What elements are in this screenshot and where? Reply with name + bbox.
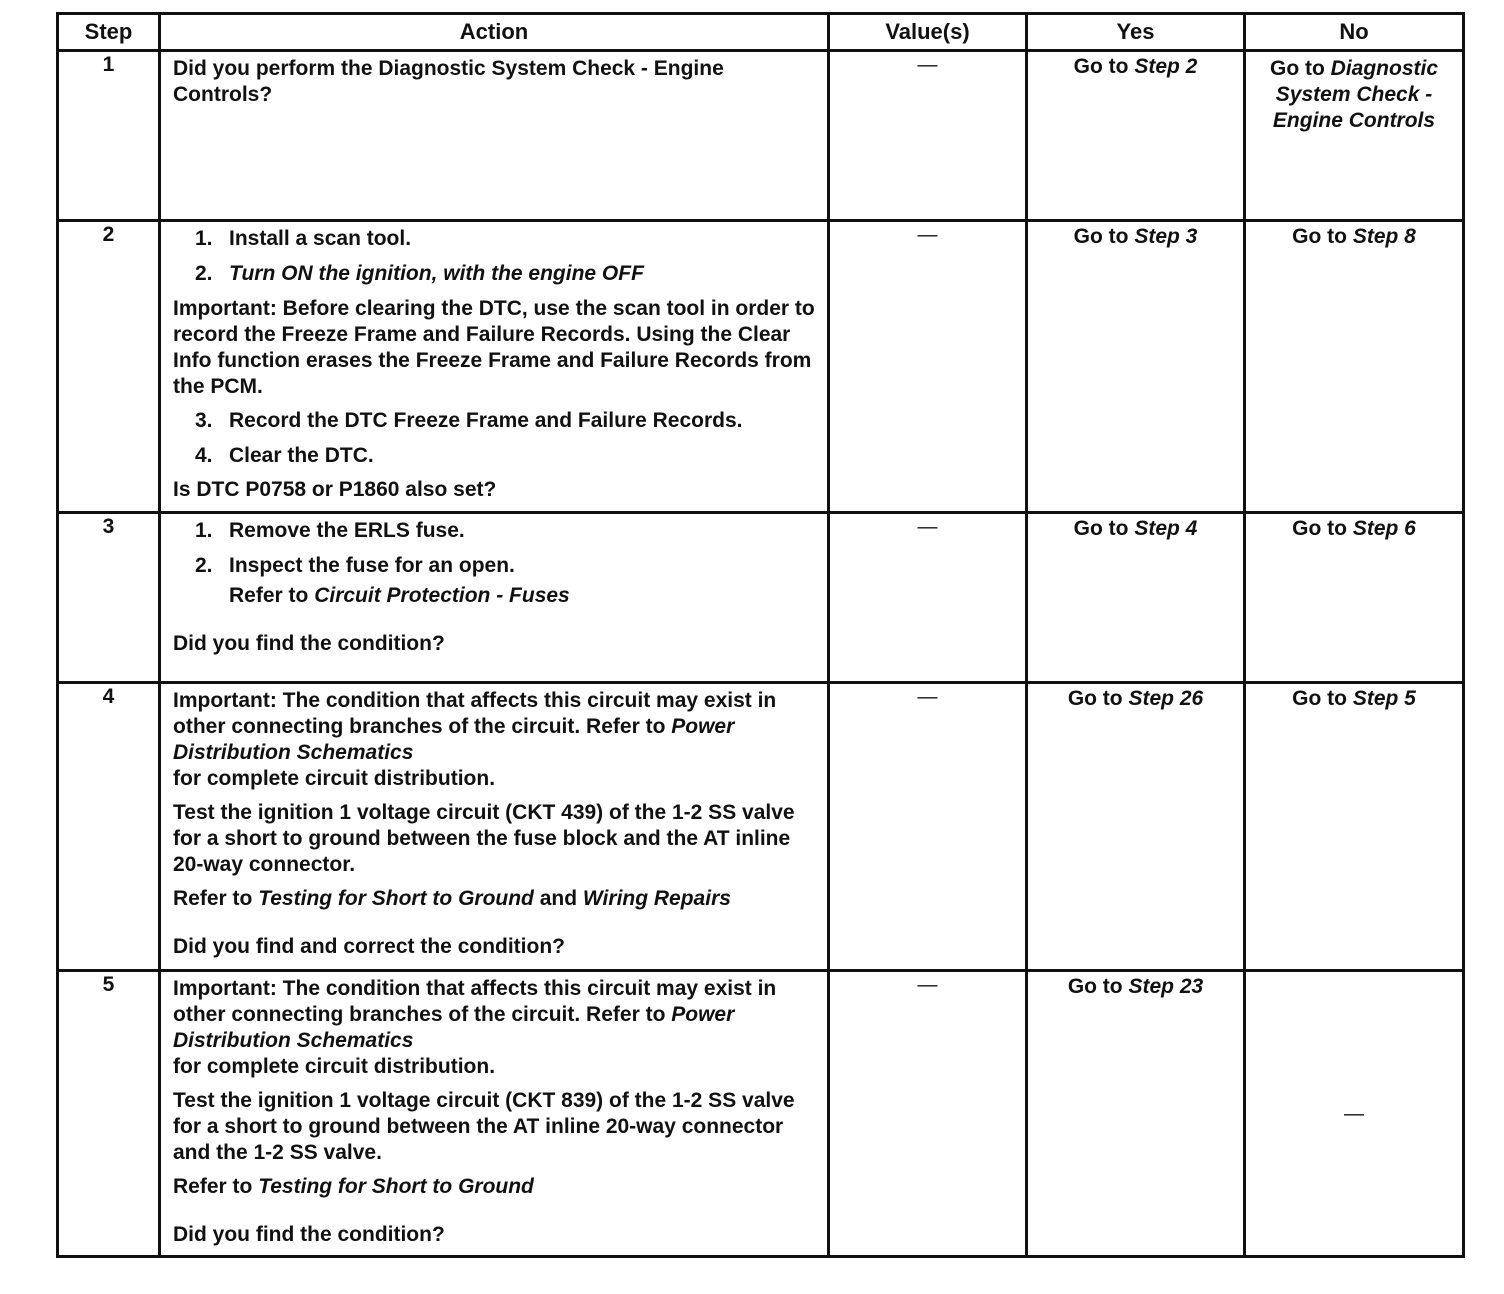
yes-prefix: Go to <box>1073 517 1129 540</box>
action-cell <box>160 221 829 513</box>
yes-cell <box>1027 51 1245 221</box>
important-note: Important: Before clearing the DTC, use the scan tool in order to record the Freeze Frame and Failure Records. Using the Clear Info function erases the Freeze Frame and Failure Records from the PCM. <box>173 297 815 398</box>
yes-link[interactable]: Step 23 <box>1128 975 1204 998</box>
value-cell <box>829 513 1027 683</box>
table-row <box>58 971 1464 1257</box>
action-cell <box>160 513 829 683</box>
no-cell <box>1245 683 1464 971</box>
table-header <box>58 14 1464 51</box>
list-item: 3. Record the DTC Freeze Frame and Failure Records. <box>195 409 743 432</box>
no-cell <box>1245 513 1464 683</box>
diagnostic-table <box>56 12 1465 1258</box>
no-link[interactable]: Step 8 <box>1352 225 1416 248</box>
list-item: 4. Clear the DTC. <box>195 444 374 467</box>
header-row <box>58 14 1464 51</box>
no-link-part1[interactable]: Diagnostic <box>1330 57 1439 80</box>
value-dash: — <box>917 516 938 538</box>
no-dash: — <box>1344 1102 1364 1125</box>
header-action: Action <box>160 14 829 51</box>
action-cell <box>160 683 829 971</box>
action-steps <box>173 518 817 579</box>
action-question: Did you perform the Diagnostic System Check - Engine Controls? <box>173 57 724 106</box>
yes-link[interactable]: Step 3 <box>1134 225 1198 248</box>
value-cell <box>829 683 1027 971</box>
yes-prefix: Go to <box>1073 225 1129 248</box>
value-cell <box>829 51 1027 221</box>
no-link-part3[interactable]: Engine Controls <box>1272 109 1436 132</box>
refer-link[interactable]: Circuit Protection - Fuses <box>314 584 570 607</box>
no-prefix: Go to <box>1292 225 1347 248</box>
action-question: Is DTC P0758 or P1860 also set? <box>173 478 497 501</box>
action-steps <box>173 226 817 287</box>
no-link[interactable]: Step 5 <box>1352 687 1416 710</box>
table-row <box>58 683 1464 971</box>
step-number: 4 <box>58 683 160 971</box>
list-item: 1. Install a scan tool. <box>195 227 412 250</box>
step-number: 2 <box>58 221 160 513</box>
no-cell <box>1245 221 1464 513</box>
refer-note: Refer to Testing for Short to Ground <box>173 1175 534 1198</box>
yes-link[interactable]: Step 4 <box>1134 517 1198 540</box>
yes-link[interactable]: Step 26 <box>1128 687 1204 710</box>
step-number: 3 <box>58 513 160 683</box>
header-yes: Yes <box>1027 14 1245 51</box>
list-item: 2. Inspect the fuse for an open. <box>195 554 515 577</box>
no-prefix: Go to <box>1269 57 1325 80</box>
step-number: 5 <box>58 971 160 1257</box>
action-cell <box>160 51 829 221</box>
refer-note: Refer to Testing for Short to Ground and Wiring Repairs <box>173 887 731 910</box>
value-cell <box>829 971 1027 1257</box>
important-note: Important: The condition that affects this circuit may exist in other connecting branches of the circuit. Refer to Power Distribution Schematics for complete circuit distribution. <box>173 977 777 1078</box>
no-prefix: Go to <box>1292 517 1347 540</box>
value-dash: — <box>917 54 938 76</box>
no-cell <box>1245 971 1464 1257</box>
yes-prefix: Go to <box>1067 687 1123 710</box>
refer-link[interactable]: Testing for Short to Ground <box>258 887 534 910</box>
yes-cell <box>1027 971 1245 1257</box>
yes-cell <box>1027 683 1245 971</box>
header-no: No <box>1245 14 1464 51</box>
action-cell <box>160 971 829 1257</box>
table-row <box>58 51 1464 221</box>
test-instruction: Test the ignition 1 voltage circuit (CKT 439) of the 1-2 SS valve for a short to ground between the fuse block and the AT inline 20-way connector. <box>173 801 795 876</box>
step-number: 1 <box>58 51 160 221</box>
refer-link[interactable]: Wiring Repairs <box>582 887 731 910</box>
value-dash: — <box>917 224 938 246</box>
action-steps <box>173 408 817 469</box>
table-row <box>58 513 1464 683</box>
table-row <box>58 221 1464 513</box>
no-link-part2[interactable]: System Check - <box>1275 83 1433 106</box>
value-cell <box>829 221 1027 513</box>
list-item: 1. Remove the ERLS fuse. <box>195 519 465 542</box>
no-prefix: Go to <box>1292 687 1347 710</box>
refer-note: Refer to Circuit Protection - Fuses <box>229 584 570 607</box>
yes-prefix: Go to <box>1067 975 1123 998</box>
action-question: Did you find the condition? <box>173 1223 445 1246</box>
yes-link[interactable]: Step 2 <box>1134 55 1198 78</box>
yes-cell <box>1027 221 1245 513</box>
yes-cell <box>1027 513 1245 683</box>
yes-prefix: Go to <box>1073 55 1129 78</box>
header-step: Step <box>58 14 160 51</box>
value-dash: — <box>917 686 938 708</box>
no-cell <box>1245 51 1464 221</box>
important-note: Important: The condition that affects this circuit may exist in other connecting branches of the circuit. Refer to Power Distribution Schematics for complete circuit distribution. <box>173 689 777 790</box>
action-question: Did you find and correct the condition? <box>173 935 565 958</box>
value-dash: — <box>917 974 938 996</box>
refer-link[interactable]: Testing for Short to Ground <box>258 1175 534 1198</box>
no-link[interactable]: Step 6 <box>1352 517 1416 540</box>
list-item: 2. Turn ON the ignition, with the engine OFF <box>195 262 644 285</box>
action-question: Did you find the condition? <box>173 632 445 655</box>
header-value: Value(s) <box>829 14 1027 51</box>
test-instruction: Test the ignition 1 voltage circuit (CKT 839) of the 1-2 SS valve for a short to ground between the AT inline 20-way connector and the 1-2 SS valve. <box>173 1089 795 1164</box>
